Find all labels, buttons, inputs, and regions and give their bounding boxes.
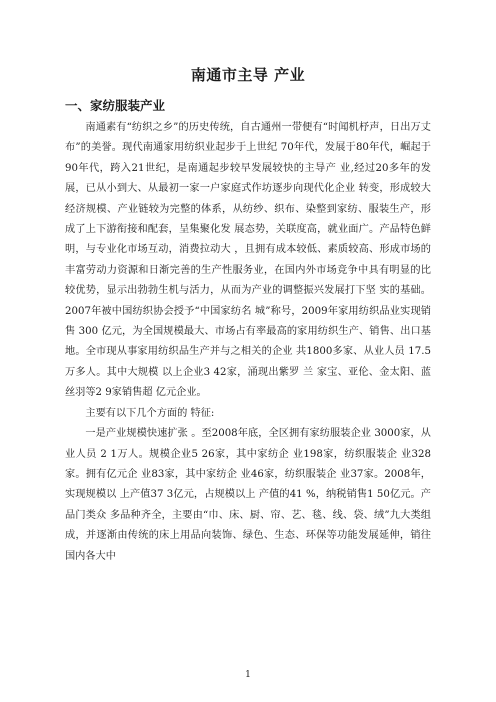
page-title: 南通市主导 产业	[190, 66, 306, 84]
paragraph-scale: 一是产业规模快速扩张 。至2008年底，全区拥有家纺服装企业 3000家，从业人员 2 1万人。规模企业5 26家，其中家纺企 业198家，纺织服装企 业328家。拥有亿元企 业83家，其中家纺企 业46家，纺织服装企 业37家。2008年，实现规模以 上产值37 3亿元，占规模以上 产值的41 %，纳税销售1 50亿元。产品门类众 多品种齐全，主要由“巾、床、厨、帘、艺、毯、线、袋、绒”九大类组成，并逐渐由传统的床上用品向装饰、绿色、生态、环保等功能发展延伸，销往国内各大中	[65, 428, 431, 562]
paragraph-features-intro: 主要有以下几个方面的 特征:	[85, 407, 215, 419]
paragraph-history: 南通素有“纺织之乡”的历史传统，自古通州一带便有“时闻机杼声，日出万丈布”的美誉。现代南通家用纺织业起步于上世纪 70年代，发展于80年代，崛起于90年代，跨入21世纪，是南通起步较早发展较快的主导产 业,经过20多年的发展，已从小到大、从最初一家一户家庭式作坊逐步向现代化企业 转变，形成较大经济规模、产业链较为完整的体系，从纺纱、织布、染整到家纺、服装生产，形成了上下游衔接和配套，呈集聚化发 展态势，关联度高，就业面广。产品特色鲜明，与专业化市场互动，消费拉动大 ，且拥有成本较低、素质较高、形成市场的丰富劳动力资源和日渐完善的生产性服务业，在国内外市场竞争中具有明显的比较优势，显示出勃勃生机与活力，从而为产业的调整振兴发展打下坚 实的基础。2007年被中国纺织协会授予“中国家纺名 城”称号，2009年家用纺织品业实现销售 300 亿元，为全国规模最大、市场占有率最高的家用纺织生产、销售、出口基地。全市现从事家用纺织品生产并与之相关的企业 共1800多家、从业人员 17.5万多人。其中大规模 以上企业3 42家，涌现出紫罗 兰 家宝、亚伦、金太阳、蓝丝羽等2 9家销售超 亿元企业。	[65, 122, 431, 399]
page-number: 1	[245, 670, 251, 680]
section-heading: 一、家纺服装产业	[65, 98, 166, 113]
body-text	[65, 118, 431, 567]
